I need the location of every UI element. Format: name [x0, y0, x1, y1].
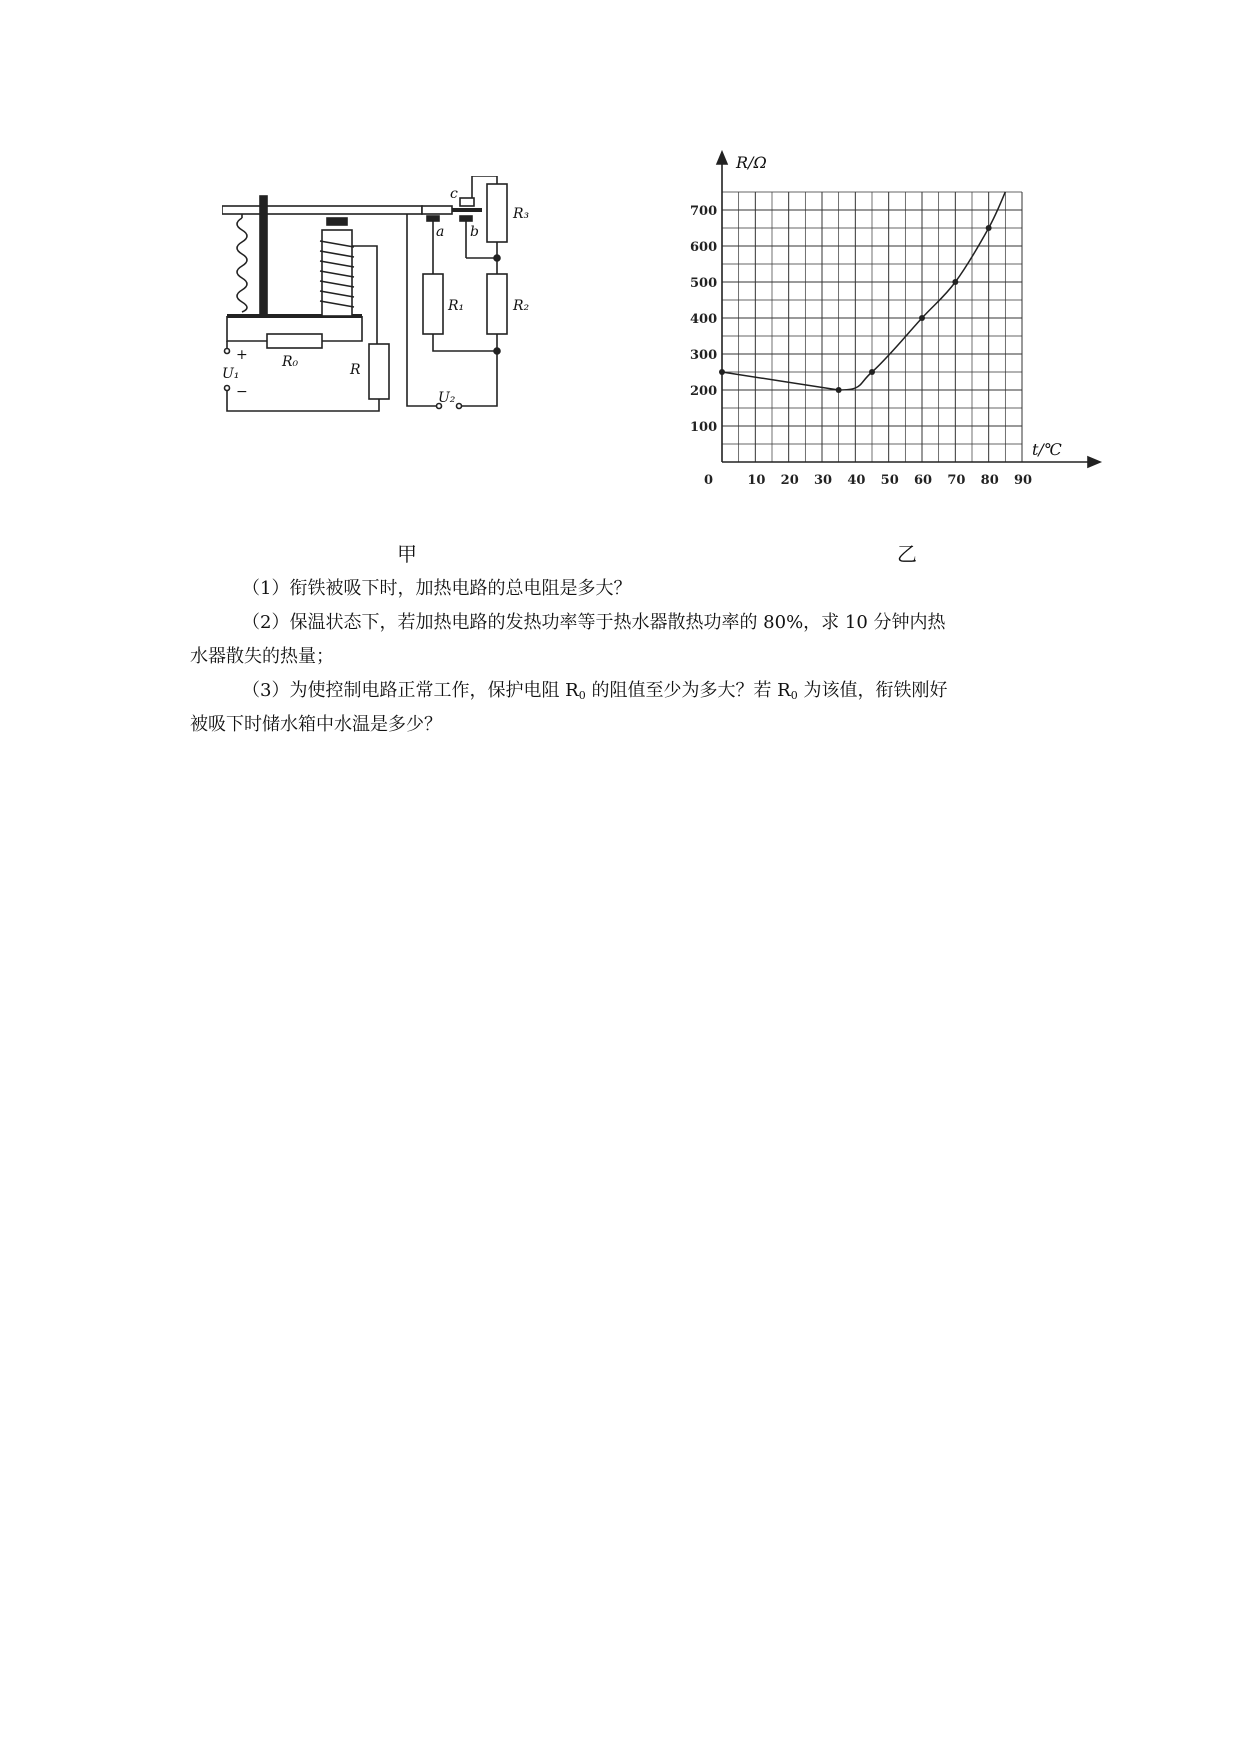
label-r3: R₃	[513, 206, 530, 222]
pivot-post	[260, 196, 267, 316]
x-axis-label: t/℃	[1032, 440, 1062, 459]
label-r0: R₀	[282, 354, 299, 370]
label-plus: +	[236, 347, 248, 363]
question-1: （1）衔铁被吸下时，加热电路的总电阻是多大？	[242, 578, 632, 599]
y-tick-label: 100	[690, 420, 718, 435]
resistor-r	[369, 344, 389, 399]
q3-text-a: （3）为使控制电路正常工作，保护电阻 R	[242, 680, 579, 701]
resistor-r0	[267, 334, 322, 348]
x-tick-label: 20	[780, 473, 799, 488]
figure-caption-yi: 乙	[897, 542, 917, 566]
resistance-temperature-graph	[660, 150, 1110, 495]
graph-grid	[722, 192, 1022, 462]
data-point	[986, 225, 992, 231]
resistor-r1	[423, 274, 443, 334]
label-r1: R₁	[448, 298, 465, 314]
x-tick-label: 80	[980, 473, 999, 488]
x-tick-label: 40	[847, 473, 866, 488]
y-tick-label: 500	[690, 276, 718, 291]
x-tick-label: 0	[704, 473, 714, 488]
question-3-line-2: 被吸下时储水箱中水温是多少？	[190, 714, 442, 735]
q3-text-b: 的阻值至少为多大？若 R	[585, 680, 791, 701]
x-tick-label: 90	[1014, 473, 1033, 488]
label-r2: R₂	[513, 298, 530, 314]
x-tick-label: 60	[914, 473, 933, 488]
x-tick-label: 30	[814, 473, 833, 488]
y-tick-label: 300	[690, 348, 718, 363]
armature-bar	[222, 206, 422, 214]
resistor-r3	[487, 184, 507, 242]
y-tick-label: 700	[690, 204, 718, 219]
x-tick-label: 50	[880, 473, 899, 488]
x-axis-arrow	[1088, 457, 1100, 467]
question-2-line-2: 水器散失的热量；	[190, 646, 334, 667]
resistor-r2	[487, 274, 507, 334]
label-r: R	[350, 362, 361, 378]
q3-subscript-2: 0	[790, 689, 798, 702]
label-c: c	[450, 186, 458, 202]
spring	[237, 218, 247, 312]
y-tick-label: 600	[690, 240, 718, 255]
data-point	[719, 369, 725, 375]
figure-caption-jia: 甲	[397, 542, 417, 566]
label-b: b	[470, 224, 479, 240]
label-minus: −	[236, 384, 248, 400]
circuit-diagram	[222, 176, 592, 466]
y-axis-label: R/Ω	[736, 153, 767, 172]
x-tick-label: 10	[747, 473, 766, 488]
q3-subscript-1: 0	[578, 689, 586, 702]
label-a: a	[436, 224, 445, 240]
q3-text-c: 为该值，衔铁刚好	[797, 680, 948, 701]
data-point	[869, 369, 875, 375]
data-point	[919, 315, 925, 321]
series-line	[722, 192, 1005, 390]
question-2-line-1: （2）保温状态下，若加热电路的发热功率等于热水器散热功率的 80%，求 10 分钟内热	[242, 612, 946, 633]
y-axis-arrow	[717, 152, 727, 164]
data-point	[836, 387, 842, 393]
y-tick-label: 200	[690, 384, 718, 399]
label-u1: U₁	[222, 366, 240, 382]
x-tick-label: 70	[947, 473, 966, 488]
label-u2: U₂	[438, 390, 456, 406]
y-tick-label: 400	[690, 312, 718, 327]
data-point	[952, 279, 958, 285]
